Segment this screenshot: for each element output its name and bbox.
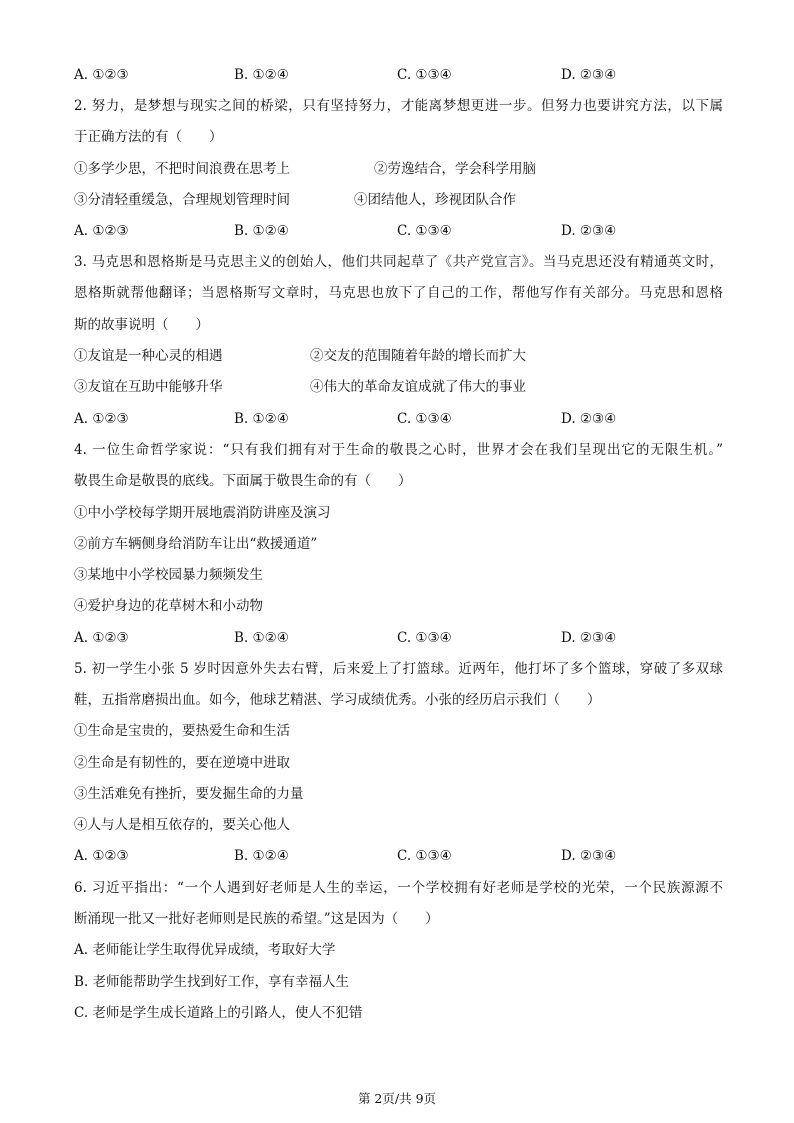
- q3-option-b: B. ①②④: [234, 411, 289, 427]
- q3-stem-line-2: 恩格斯就帮他翻译；当恩格斯写文章时，马克思也放下了自己的工作，帮他写作有关部分。马克思和恩格: [74, 285, 723, 301]
- q2-options: [74, 222, 724, 240]
- q3-stem-line-1: 3. 马克思和恩格斯是马克思主义的创始人，他们共同起草了《共产党宣言》。当马克思还没有精通英文时，: [74, 254, 723, 270]
- q1-option-a: A. ①②③: [74, 67, 129, 83]
- q4-item-2: ②前方车辆侧身给消防车让出“救援通道”: [74, 536, 318, 552]
- q2-option-d: D. ②③④: [561, 223, 617, 239]
- q2-items-row-2: [74, 191, 724, 209]
- q2-option-a: A. ①②③: [74, 223, 129, 239]
- q3-item-3: ③友谊在互助中能够升华: [74, 379, 223, 395]
- q5-option-d: D. ②③④: [561, 848, 617, 864]
- q5-item-4: ④人与人是相互依存的，要关心他人: [74, 817, 290, 833]
- q5-option-a: A. ①②③: [74, 848, 129, 864]
- q6-stem-line-2: 断涌现一批又一批好老师则是民族的希望。”这是因为（ ）: [74, 911, 439, 927]
- q4-item-1: ①中小学校每学期开展地震消防讲座及演习: [74, 505, 331, 521]
- q2-item-4: ④团结他人，珍视团队合作: [354, 192, 516, 208]
- q4-option-c: C. ①③④: [397, 630, 452, 646]
- q2-item-3: ③分清轻重缓急，合理规划管理时间: [74, 192, 290, 208]
- q3-items-row-1: [74, 347, 724, 365]
- q3-item-1: ①友谊是一种心灵的相遇: [74, 348, 223, 364]
- q2-stem-line-2: 于正确方法的有（ ）: [74, 129, 223, 145]
- q1-option-c: C. ①③④: [397, 67, 452, 83]
- q6-choice-a: A. 老师能让学生取得优异成绩，考取好大学: [74, 942, 336, 958]
- q5-option-c: C. ①③④: [397, 848, 452, 864]
- q6-choice-c: C. 老师是学生成长道路上的引路人，使人不犯错: [74, 1005, 363, 1021]
- q4-stem-line-2: 敬畏生命是敬畏的底线。下面属于敬畏生命的有（ ）: [74, 473, 412, 489]
- q4-option-b: B. ①②④: [234, 630, 289, 646]
- q2-option-b: B. ①②④: [234, 223, 289, 239]
- q5-stem-line-2: 鞋，五指常磨损出血。如今，他球艺精湛、学习成绩优秀。小张的经历启示我们（ ）: [74, 692, 601, 708]
- q5-item-3: ③生活难免有挫折，要发掘生命的力量: [74, 786, 304, 802]
- q5-item-2: ②生命是有韧性的，要在逆境中进取: [74, 755, 290, 771]
- q4-stem-line-1: 4. 一位生命哲学家说：“只有我们拥有对于生命的敬畏之心时，世界才会在我们呈现出它的无限生机。”: [74, 442, 723, 458]
- q3-item-4: ④伟大的革命友谊成就了伟大的事业: [310, 379, 526, 395]
- q6-stem-line-1: 6. 习近平指出：“一个人遇到好老师是人生的幸运，一个学校拥有好老师是学校的光荣，一个民族源源不: [74, 880, 723, 896]
- q4-option-a: A. ①②③: [74, 630, 129, 646]
- q3-option-c: C. ①③④: [397, 411, 452, 427]
- q3-item-2: ②交友的范围随着年龄的增长而扩大: [310, 348, 526, 364]
- q1-option-d: D. ②③④: [561, 67, 617, 83]
- q5-option-b: B. ①②④: [234, 848, 289, 864]
- q3-stem-line-3: 斯的故事说明（ ）: [74, 317, 209, 333]
- q4-item-4: ④爱护身边的花草树木和小动物: [74, 598, 263, 614]
- q3-items-row-2: [74, 378, 724, 396]
- q5-item-1: ①生命是宝贵的，要热爱生命和生活: [74, 723, 290, 739]
- q5-options: [74, 847, 724, 865]
- q6-choice-b: B. 老师能帮助学生找到好工作，享有幸福人生: [74, 974, 350, 990]
- q4-item-3: ③某地中小学校园暴力频频发生: [74, 567, 263, 583]
- q5-stem-line-1: 5. 初一学生小张 5 岁时因意外失去右臂，后来爱上了打篮球。近两年，他打坏了多个篮球，穿破了多双球: [74, 661, 723, 677]
- q4-options: [74, 629, 724, 647]
- q2-option-c: C. ①③④: [397, 223, 452, 239]
- q2-item-1: ①多学少思，不把时间浪费在思考上: [74, 161, 290, 177]
- page-footer: 第 2页/共 9页: [357, 1091, 437, 1106]
- q3-option-d: D. ②③④: [561, 411, 617, 427]
- q3-option-a: A. ①②③: [74, 411, 129, 427]
- q1-options: [74, 66, 724, 84]
- q2-item-2: ②劳逸结合，学会科学用脑: [374, 161, 536, 177]
- q2-stem-line-1: 2. 努力，是梦想与现实之间的桥梁，只有坚持努力，才能离梦想更进一步。但努力也要讲究方法，以下属: [74, 98, 723, 114]
- q4-option-d: D. ②③④: [561, 630, 617, 646]
- q3-options: [74, 410, 724, 428]
- q1-option-b: B. ①②④: [234, 67, 289, 83]
- q2-items-row-1: [74, 160, 724, 178]
